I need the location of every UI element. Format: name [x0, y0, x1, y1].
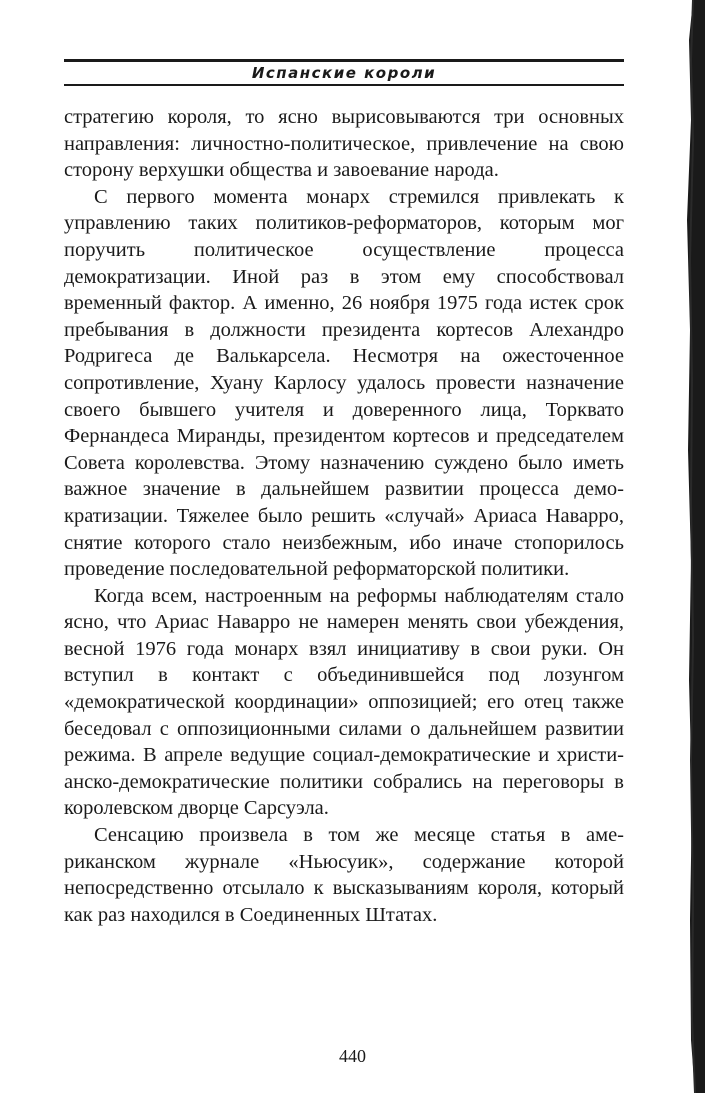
- running-header: [64, 55, 624, 89]
- binding-edge-shadow: [679, 0, 705, 1093]
- body-text: [64, 104, 624, 928]
- page-number: 440: [339, 1046, 366, 1066]
- running-title: Испанские короли: [251, 64, 437, 82]
- paragraph: стратегию короля, то ясно вырисовываются три основных направления: личностно-политическое, привлечение на свою сторону верхушки общества и завоевание народа.: [64, 106, 624, 182]
- paragraph: Когда всем, настроенным на реформы наблюдателям стало ясно, что Ариас Наварро не намерен менять свои убеждения, весной 1976 года монарх взял инициативу в свои руки. Он вступил в контакт с объединившейся под лозунгом «демократической координации» оппозицией; его отец также беседовал с оппозиционными силами о дальнейшем развитии режима. В апреле ведущие социал-демократические и христианско-демократические политики собрались на переговоры в королевском дворце Сарсуэла.: [64, 584, 624, 820]
- paragraph: С первого момента монарх стремился привлекать к управлению таких политиков-реформаторов, которым мог поручить политическое осуществление процесса демократизации. Иной раз в этом ему способствовал временный фактор. А именно, 26 ноября 1975 года истек срок пребывания в должности президента кортесов Алехандро Родригеса де Валькарсела. Несмотря на ожесточенное сопротивление, Хуану Карлосу удалось провести назначение своего бывшего учителя и доверенного лица, Торквато Фернандеса Миранды, президентом кортесов и председателем Совета королевства. Этому назначению суждено было иметь важное значение в дальнейшем развитии процесса демократизации. Тяжелее было решить «случай» Ариаса Наварро, снятие которого стало неизбежным, ибо иначе стопорилось проведение последовательной реформаторской политики.: [64, 185, 624, 581]
- paragraph: Сенсацию произвела в том же месяце статья в американском журнале «Ньюсуик», содержание которой непосредственно отсылало к высказываниям короля, который как раз находился в Соединенных Штатах.: [64, 824, 624, 926]
- header-rule-top: [64, 59, 624, 62]
- header-rule-bottom: [64, 84, 624, 86]
